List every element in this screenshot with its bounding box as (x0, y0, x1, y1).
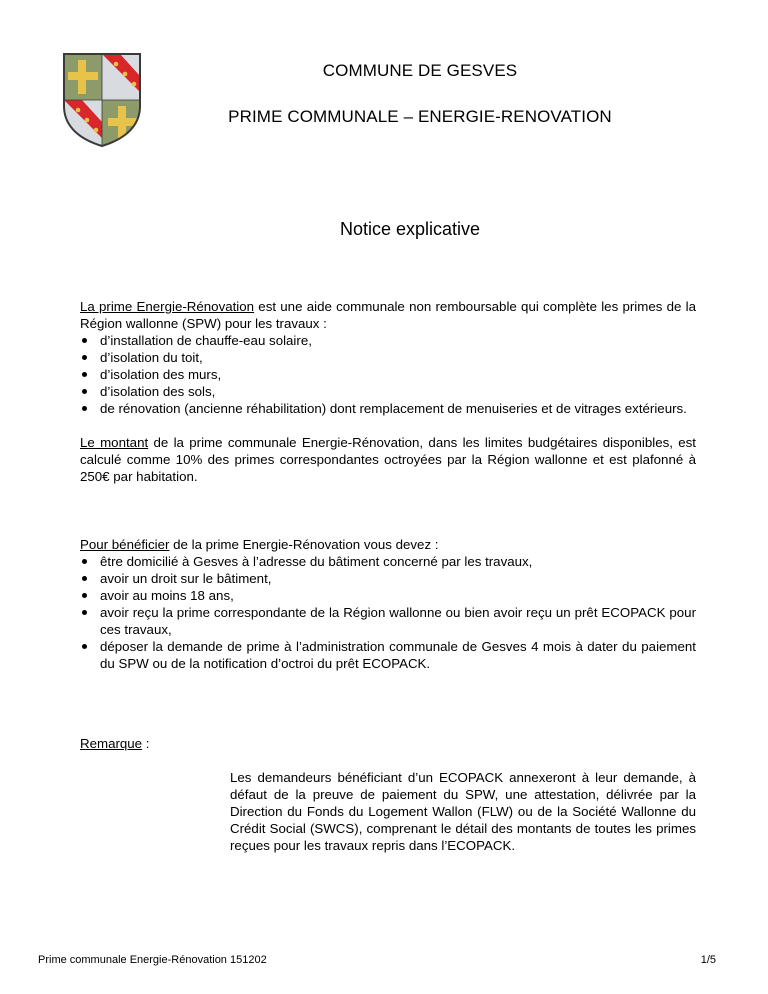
document-title: PRIME COMMUNALE – ENERGIE-RENOVATION (228, 107, 612, 126)
document-subtitle: Notice explicative (339, 219, 481, 239)
intro-paragraph (80, 298, 696, 332)
remark-label: Remarque (80, 736, 143, 751)
amount-text: de la prime communale Energie-Rénovation, dans les limites budgétaires disponibles, est calculé comme 10% des primes correspondantes octroyées par la Région wallonne et est plafonné à 250€ par habitation. (80, 435, 696, 484)
amount-paragraph (80, 434, 696, 485)
intro-lead: La prime Energie-Rénovation (80, 299, 255, 314)
list-item: d’isolation des murs, (80, 366, 696, 383)
page-number: 1/5 (700, 954, 716, 966)
list-item: d’isolation des sols, (80, 383, 696, 400)
eligibility-paragraph (80, 536, 696, 553)
amount-section (80, 434, 696, 485)
eligibility-section (80, 536, 696, 672)
footer-reference: Prime communale Energie-Rénovation 151202 (38, 954, 267, 966)
remark-suffix: : (142, 736, 150, 751)
works-list (80, 332, 696, 417)
conditions-list (80, 553, 696, 672)
intro-text: est une aide communale non remboursable qui complète les primes de la Région wallonne (SPW) pour les travaux : (80, 299, 696, 331)
remark-text: Les demandeurs bénéficiant d’un ECOPACK annexeront à leur demande, à défaut de la preuve de paiement du SPW, une attestation, délivrée par la Direction du Fonds du Logement Wallon (FLW) ou de la Société Wallonne du Crédit Social (SWCS), comprenant le détail des montants de toutes les primes reçues pour les travaux repris dans l’ECOPACK. (230, 770, 696, 853)
list-item: d’installation de chauffe-eau solaire, (80, 332, 696, 349)
list-item: être domicilié à Gesves à l’adresse du bâtiment concerné par les travaux, (80, 553, 696, 570)
amount-lead: Le montant (80, 435, 149, 450)
commune-name: COMMUNE DE GESVES (322, 61, 518, 80)
list-item: déposer la demande de prime à l’administration communale de Gesves 4 mois à dater du paiement du SPW ou de la notification d’octroi du prêt ECOPACK. (80, 638, 696, 672)
remark-heading (80, 735, 696, 752)
list-item: avoir au moins 18 ans, (80, 587, 696, 604)
commune-coat-of-arms-icon (60, 50, 144, 148)
list-item: de rénovation (ancienne réhabilitation) dont remplacement de menuiseries et de vitrages extérieurs. (80, 400, 696, 417)
list-item: d’isolation du toit, (80, 349, 696, 366)
list-item: avoir reçu la prime correspondante de la Région wallonne ou bien avoir reçu un prêt ECOPACK pour ces travaux, (80, 604, 696, 638)
list-item: avoir un droit sur le bâtiment, (80, 570, 696, 587)
eligibility-text: de la prime Energie-Rénovation vous devez : (169, 537, 439, 552)
intro-section (80, 298, 696, 417)
eligibility-lead: Pour bénéficier (80, 537, 170, 552)
